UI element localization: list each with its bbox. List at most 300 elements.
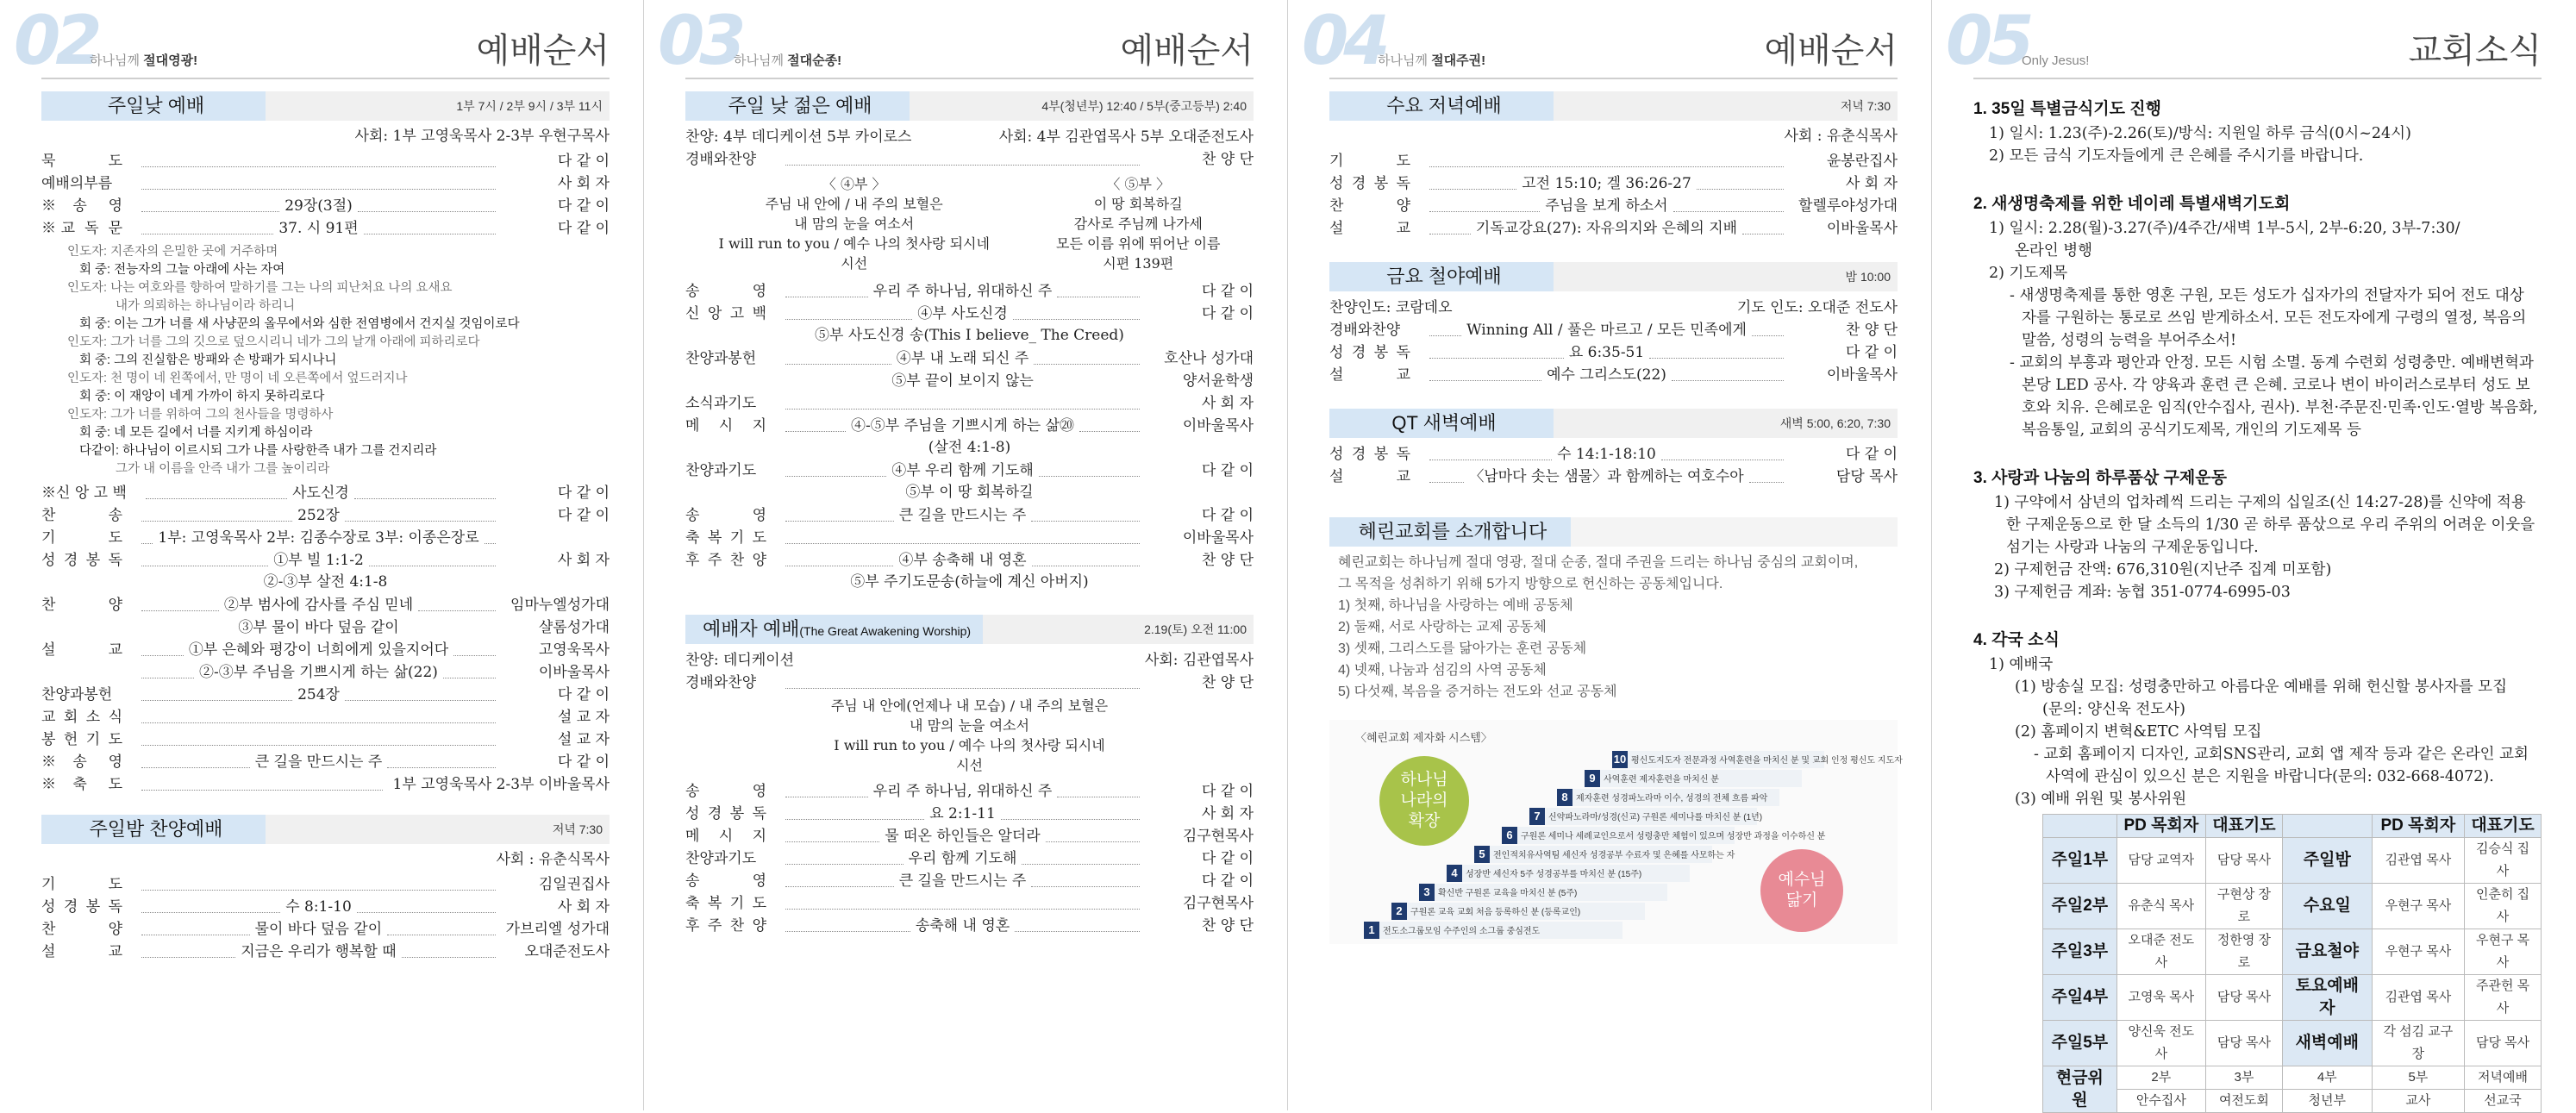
order-label: 찬 양 bbox=[1329, 197, 1410, 215]
order-label: 축 복 기 도 bbox=[685, 529, 766, 547]
text-line: - 새생명축제를 통한 영혼 구원, 모든 성도가 십자가의 전달자가 되어 전도 대상자를 구원하는 통로로 쓰임 받게하소서. 모든 전도자에게 구령의 열정, 복음의 말씀, 성령의 능력을 부어주소서! bbox=[2010, 287, 2527, 349]
leader-dots bbox=[141, 957, 235, 958]
text-line: 모든 이름 위에 뛰어난 이름 bbox=[1056, 235, 1221, 252]
leader-dots bbox=[1022, 864, 1140, 865]
service-leader: 사회: 1부 고영욱목사 2-3부 우현구목사 bbox=[354, 128, 610, 145]
leader-dots bbox=[141, 890, 496, 891]
order-content bbox=[775, 916, 1150, 937]
order-person: 다 같 이 bbox=[1201, 507, 1254, 524]
order-label: ※교 독 문 bbox=[41, 220, 122, 237]
order-person: 사 회 자 bbox=[1201, 395, 1254, 412]
text-line: 시선 bbox=[956, 757, 983, 773]
text-line: 내 맘의 눈을 여소서 bbox=[910, 717, 1029, 734]
order-label: 찬양과봉헌 bbox=[41, 686, 113, 703]
order-row bbox=[685, 892, 1254, 915]
order-content bbox=[131, 941, 506, 963]
order-content bbox=[775, 303, 1150, 325]
order-detail: 고전 15:10; 겔 36:26-27 bbox=[1522, 175, 1691, 192]
diagram-caption: 〈혜린교회 제자화 시스템〉 bbox=[1355, 731, 1492, 744]
order-detail: 37. 시 91편 bbox=[278, 220, 359, 237]
order-person: 찬 양 단 bbox=[1201, 552, 1254, 569]
order-line: ⑤부 주기도문송(하늘에 계신 아버지) bbox=[850, 573, 1089, 591]
section-time: 1부 7시 / 2부 9시 / 3부 11시 bbox=[456, 98, 603, 113]
order-label: 설 교 bbox=[1329, 220, 1410, 237]
order-content bbox=[131, 790, 393, 796]
leader-dots bbox=[1649, 358, 1784, 359]
order-person: 윤봉란집사 bbox=[1826, 153, 1898, 170]
order-person: 임마누엘성가대 bbox=[510, 597, 610, 614]
page-number: 05 bbox=[1946, 3, 2029, 80]
page-motto: Only Jesus! bbox=[2022, 53, 2090, 68]
reading-line: 인도자: 그가 너를 위하여 그의 천사들을 명령하사 bbox=[67, 408, 334, 422]
order-person: 이바울목사 bbox=[1182, 417, 1254, 435]
page-title: 예배순서 bbox=[1764, 31, 1898, 71]
leader-dots bbox=[1031, 521, 1140, 522]
table-cell: 여전도회 bbox=[2205, 1090, 2282, 1113]
order-content bbox=[775, 543, 1150, 549]
order-person: 사 회 자 bbox=[1845, 175, 1898, 192]
order-label: 후 주 찬 양 bbox=[685, 552, 766, 569]
table-cell: 3부 bbox=[2205, 1066, 2282, 1090]
leader-dots bbox=[354, 498, 496, 499]
order-person: 찬 양 단 bbox=[1201, 917, 1254, 935]
order-label: 설 교 bbox=[41, 943, 122, 960]
leader-dots bbox=[1697, 189, 1784, 190]
leader-dots bbox=[1429, 358, 1564, 359]
step-number: 3 bbox=[1419, 884, 1435, 901]
order-row bbox=[685, 549, 1254, 572]
order-row bbox=[1329, 341, 1898, 364]
order-content bbox=[131, 745, 506, 751]
discipleship-step bbox=[1474, 846, 1735, 863]
leader-dots bbox=[785, 543, 1140, 544]
order-row: ⑤부 끝이 보이지 않는 양서윤학생 bbox=[891, 372, 1254, 390]
table-cell: 우현구 목사 bbox=[2372, 929, 2464, 975]
leader-dots bbox=[141, 722, 496, 723]
order-row: ③부 물이 바다 덮음 같이 샬롬성가대 bbox=[238, 619, 610, 636]
order-content bbox=[1419, 365, 1794, 386]
order-content bbox=[1419, 466, 1794, 488]
order-row bbox=[1329, 217, 1898, 240]
order-content bbox=[131, 505, 506, 527]
table-row bbox=[2043, 838, 2542, 884]
order-person: 다 같 이 bbox=[557, 220, 610, 237]
order-content bbox=[775, 781, 1150, 803]
page-header bbox=[14, 0, 610, 80]
leader-dots bbox=[345, 700, 496, 701]
order-person: 이바울목사 bbox=[1826, 220, 1898, 237]
order-person: 다 같 이 bbox=[557, 507, 610, 524]
table-row bbox=[2043, 975, 2542, 1021]
leader-dots bbox=[1429, 335, 1461, 336]
order-label: 기 도 bbox=[41, 876, 122, 893]
order-detail: 큰 길을 만드시는 주 bbox=[254, 753, 383, 771]
order-detail: ④부 사도신경 bbox=[917, 305, 1008, 322]
order-content bbox=[135, 483, 506, 504]
order-row bbox=[685, 460, 1254, 482]
table-cell: 주일4부 bbox=[2043, 975, 2117, 1021]
order-row: ②-③부 주님을 기쁘시게 하는 삶(22) 이바울목사 bbox=[41, 661, 610, 684]
order-content bbox=[131, 166, 506, 172]
reading-line: 인도자: 그가 너를 그의 깃으로 덮으시리니 네가 그의 날개 아래에 피하리로다 bbox=[67, 335, 480, 349]
order-content bbox=[1419, 444, 1794, 466]
section-time: 새벽 5:00, 6:20, 7:30 bbox=[1779, 416, 1891, 430]
order-content bbox=[131, 218, 506, 240]
reading-line: 내가 의뢰하는 하나님이라 하리니 bbox=[116, 299, 296, 313]
section-label: 금요 철야예배 bbox=[1329, 262, 1554, 291]
praise-leader-line: 찬양: 데디케이션 사회: 김관엽목사 bbox=[685, 652, 1254, 669]
order-detail: 1부: 고영욱목사 2부: 김종수장로 3부: 이종은장로 bbox=[158, 529, 479, 547]
table-cell: 새벽예배 bbox=[2282, 1021, 2372, 1066]
order-label: 성 경 봉 독 bbox=[1329, 344, 1410, 361]
order-detail: 물 떠온 하인들은 알더라 bbox=[885, 828, 1041, 845]
leader-dots bbox=[141, 211, 279, 212]
table-cell: 안수집사 bbox=[2116, 1090, 2205, 1113]
table-cell: 주일2부 bbox=[2043, 884, 2117, 929]
page-motto: 하나님께 절대영광! bbox=[90, 53, 198, 68]
step-text: 사역훈련 제자훈련을 마치신 분 bbox=[1604, 775, 1719, 785]
christlike-circle: 예수님 닮기 bbox=[1760, 849, 1843, 932]
text-line: 주님 내 안에 / 내 주의 보혈은 bbox=[765, 196, 943, 212]
page-number: 03 bbox=[658, 3, 741, 80]
page-title: 교회소식 bbox=[2408, 31, 2542, 71]
news-item: 2) 기도제목 bbox=[1989, 265, 2068, 282]
leader-dots bbox=[1013, 319, 1140, 320]
order-label: 후 주 찬 양 bbox=[685, 917, 766, 935]
order-person: 호산나 성가대 bbox=[1164, 350, 1254, 367]
table-header-cell: PD 목회자 bbox=[2372, 815, 2464, 838]
order-row bbox=[41, 896, 610, 918]
order-person: 이바울목사 bbox=[1826, 366, 1898, 384]
discipleship-step bbox=[1419, 884, 1667, 901]
order-row bbox=[41, 504, 610, 527]
table-cell: 우현구 목사 bbox=[2465, 929, 2542, 975]
reading-line: 인도자: 지존자의 은밀한 곳에 거주하며 bbox=[67, 245, 278, 259]
step-number: 2 bbox=[1391, 903, 1407, 920]
table-cell: 우현구 목사 bbox=[2372, 884, 2464, 929]
page-motto: 하나님께 절대주권! bbox=[1378, 53, 1486, 68]
order-person: 김일권집사 bbox=[538, 876, 610, 893]
order-label: 찬양과봉헌 bbox=[685, 350, 757, 367]
table-cell: 수요일 bbox=[2282, 884, 2372, 929]
order-content bbox=[131, 919, 506, 941]
page-number: 04 bbox=[1302, 3, 1385, 80]
page-title: 예배순서 bbox=[476, 31, 610, 71]
order-person: 할렐루야성가대 bbox=[1798, 197, 1898, 215]
kingdom-circle: 하나님 나라의 확장 bbox=[1379, 756, 1469, 846]
table-row bbox=[2043, 1021, 2542, 1066]
reading-line: 회 중: 이 재앙이 네게 가까이 하지 못하리로다 bbox=[79, 390, 325, 403]
order-list bbox=[41, 482, 610, 572]
order-detail: 요 6:35-51 bbox=[1568, 344, 1645, 361]
order-person: 오대준전도사 bbox=[524, 943, 610, 960]
order-row bbox=[41, 195, 610, 217]
table-cell: 정한영 장로 bbox=[2205, 929, 2282, 975]
text-line: 〈 ⑤부 〉 bbox=[1106, 176, 1171, 192]
order-detail: 큰 길을 만드시는 주 bbox=[898, 872, 1027, 890]
news-heading: 4. 각국 소식 bbox=[1973, 631, 2060, 649]
order-label: 소식과기도 bbox=[685, 395, 757, 412]
table-header-cell: 대표기도 bbox=[2465, 815, 2542, 838]
news-heading: 3. 사랑과 나눔의 하루품삯 구제운동 bbox=[1973, 469, 2227, 487]
order-person: 다 같 이 bbox=[557, 153, 610, 170]
leader-dots bbox=[1429, 189, 1516, 190]
step-text: 신약파노라마/성경(신교) 구원론 세미나를 마치신 분 (1년) bbox=[1548, 813, 1763, 822]
leader-dots bbox=[141, 655, 184, 656]
order-row bbox=[41, 639, 610, 661]
table-cell: 담당 목사 bbox=[2205, 1021, 2282, 1066]
song-list bbox=[831, 696, 1108, 775]
order-person: 다 같 이 bbox=[557, 686, 610, 703]
step-text: 전인적치유사역팀 세신자 성경공부 수료자 및 은혜를 사모하는 자 bbox=[1493, 851, 1735, 860]
discipleship-step bbox=[1391, 903, 1645, 920]
leader-dots bbox=[785, 909, 1140, 910]
table-cell: 주일5부 bbox=[2043, 1021, 2117, 1066]
step-text: 구원론 교육 교회 처음 등록하신 분 (등록교인) bbox=[1410, 908, 1581, 917]
leader-dots bbox=[141, 166, 496, 167]
service-leader: 사회 : 유춘식목사 bbox=[1784, 128, 1898, 145]
page-worship-order-weekday bbox=[1288, 0, 1932, 1110]
text-line: 5) 다섯째, 복음을 증거하는 전도와 선교 공동체 bbox=[1338, 685, 1617, 699]
leader-dots bbox=[1079, 431, 1140, 432]
order-content bbox=[775, 803, 1150, 825]
leader-dots bbox=[1749, 482, 1784, 483]
order-detail: ①부 빌 1:1-2 bbox=[273, 552, 364, 569]
order-row bbox=[685, 825, 1254, 847]
order-label: 설 교 bbox=[41, 641, 122, 659]
order-line: (살전 4:1-8) bbox=[928, 439, 1011, 456]
step-text: 전도소그룹모임 수주인의 소그룹 중심전도 bbox=[1383, 927, 1541, 936]
leader-dots bbox=[785, 476, 886, 477]
order-detail: 사도신경 bbox=[292, 485, 349, 502]
news-body bbox=[1973, 98, 2542, 1113]
text-line: 3) 셋째, 그리스도를 닮아가는 훈련 공동체 bbox=[1338, 641, 1587, 656]
order-content bbox=[1419, 166, 1794, 172]
leader-dots bbox=[141, 745, 496, 746]
order-row bbox=[41, 549, 610, 572]
order-label: 봉 헌 기 도 bbox=[41, 731, 122, 748]
order-row bbox=[1329, 195, 1898, 217]
order-content bbox=[775, 281, 1150, 303]
section-time: 2.19(토) 오전 11:00 bbox=[1144, 622, 1247, 636]
text-line: 2) 모든 금식 기도자들에게 큰 은혜를 주시기를 바랍니다. bbox=[1989, 147, 2364, 165]
leader-dots bbox=[141, 767, 250, 768]
page-motto: 하나님께 절대순종! bbox=[734, 53, 842, 68]
section-time: 저녁 7:30 bbox=[552, 822, 603, 836]
order-label: 찬양과기도 bbox=[685, 462, 757, 479]
table-cell: 주관헌 목사 bbox=[2465, 975, 2542, 1021]
section-sunday-service bbox=[41, 91, 610, 121]
discipleship-step bbox=[1557, 789, 1779, 806]
leader-dots bbox=[141, 912, 280, 913]
leader-dots bbox=[402, 957, 496, 958]
order-detail: 물이 바다 덮음 같이 bbox=[254, 921, 383, 938]
order-content bbox=[775, 348, 1150, 370]
leader-dots bbox=[785, 819, 924, 820]
order-detail: ④부 우리 함께 기도해 bbox=[891, 462, 1034, 479]
news-item: 온라인 병행 bbox=[2015, 242, 2093, 259]
order-row bbox=[1329, 319, 1898, 341]
leader-dots bbox=[785, 864, 903, 865]
praise-leader-line: 찬양인도: 코람데오 기도 인도: 오대준 전도사 bbox=[1329, 299, 1898, 316]
order-row bbox=[41, 150, 610, 172]
order-content bbox=[775, 871, 1150, 892]
order-label: 찬양과기도 bbox=[685, 850, 757, 867]
leader-dots bbox=[785, 409, 1140, 410]
order-row bbox=[685, 347, 1254, 370]
order-detail: 254장 bbox=[297, 686, 340, 703]
order-line: ②-③부 살전 4:1-8 bbox=[263, 573, 388, 591]
leader-dots bbox=[358, 211, 496, 212]
order-row bbox=[41, 728, 610, 751]
leader-dots bbox=[141, 521, 292, 522]
order-person: 1부 고영욱목사 2-3부 이바울목사 bbox=[392, 776, 610, 793]
order-content bbox=[131, 640, 506, 661]
text-line: 2) 구제헌금 잔액: 676,310원(지난주 집계 미포함) bbox=[1994, 561, 2332, 578]
step-number: 6 bbox=[1502, 827, 1517, 844]
news-items bbox=[1973, 491, 2542, 603]
text-line: 2) 둘째, 서로 사랑하는 교제 공동체 bbox=[1338, 620, 1547, 635]
discipleship-step bbox=[1364, 922, 1623, 939]
order-person: 다 같 이 bbox=[557, 197, 610, 215]
order-row bbox=[41, 482, 610, 504]
order-row bbox=[1329, 466, 1898, 488]
order-list bbox=[41, 639, 610, 661]
order-list bbox=[41, 594, 610, 616]
order-label: 찬 송 bbox=[41, 507, 122, 524]
section-qt-dawn bbox=[1329, 409, 1898, 438]
discipleship-step bbox=[1612, 751, 1903, 768]
table-cell: 주일1부 bbox=[2043, 838, 2117, 884]
page-church-news bbox=[1932, 0, 2576, 1110]
step-number: 5 bbox=[1474, 846, 1490, 863]
order-label: 설 교 bbox=[1329, 366, 1410, 384]
text-line: 그 목적을 성취하기 위해 5가지 방향으로 헌신하는 공동체입니다. bbox=[1338, 577, 1723, 591]
order-person: 다 같 이 bbox=[1201, 283, 1254, 300]
text-line: I will run to you / 예수 나의 첫사랑 되시네 bbox=[834, 737, 1105, 753]
order-list bbox=[41, 684, 610, 796]
table-cell: 주일3부 bbox=[2043, 929, 2117, 975]
order-person: 다 같 이 bbox=[1201, 305, 1254, 322]
text-line: 혜린교회는 하나님께 절대 영광, 절대 순종, 절대 주권을 드리는 하나님 중심의 교회이며, bbox=[1338, 555, 1859, 570]
table-cell: 주일밤 bbox=[2282, 838, 2372, 884]
order-list bbox=[41, 873, 610, 963]
order-label: ※송 영 bbox=[41, 753, 122, 771]
leader-dots bbox=[485, 543, 496, 544]
step-number: 8 bbox=[1557, 789, 1572, 806]
order-label: 예배의부름 bbox=[41, 175, 113, 192]
order-detail: 수 14:1-18:10 bbox=[1557, 446, 1656, 463]
responsive-reading bbox=[41, 243, 610, 478]
table-cell: 담당 목사 bbox=[2205, 838, 2282, 884]
order-person: 다 같 이 bbox=[1201, 462, 1254, 479]
section-time: 4부(청년부) 12:40 / 5부(중고등부) 2:40 bbox=[1041, 98, 1247, 113]
reading-line: 인도자: 천 명이 네 왼쪽에서, 만 명이 네 오른쪽에서 엎드러지나 bbox=[67, 372, 408, 385]
table-header-cell: 대표기도 bbox=[2205, 815, 2282, 838]
news-item: (1) 방송실 모집: 성령충만하고 아름다운 예배를 위해 헌신할 봉사자를 모집 bbox=[2015, 678, 2507, 696]
leader-dots bbox=[453, 655, 496, 656]
table-cell: 고영욱 목사 bbox=[2116, 975, 2205, 1021]
leader-dots bbox=[1673, 211, 1784, 212]
order-row bbox=[41, 751, 610, 773]
order-label: 메 시 지 bbox=[685, 828, 766, 845]
order-person: 설 교 자 bbox=[557, 709, 610, 726]
order-content bbox=[131, 685, 506, 706]
service-leader: 사회 : 유춘식목사 bbox=[496, 851, 610, 868]
section-label: 주일밤 찬양예배 bbox=[41, 815, 266, 844]
order-person: 김구현목사 bbox=[1182, 895, 1254, 912]
order-detail: 수 8:1-10 bbox=[285, 898, 352, 916]
leader-dots bbox=[1015, 931, 1140, 932]
table-header-cell bbox=[2043, 815, 2117, 838]
discipleship-step bbox=[1502, 827, 1826, 844]
table-cell: 김승식 집사 bbox=[2465, 838, 2542, 884]
order-label: 송 영 bbox=[685, 783, 766, 800]
news-items bbox=[1973, 285, 2542, 441]
order-content bbox=[775, 909, 1150, 915]
order-label: 신 앙 고 백 bbox=[685, 305, 766, 322]
news-heading: 2. 새생명축제를 위한 네이레 특별새벽기도회 bbox=[1973, 195, 2291, 213]
order-row bbox=[41, 527, 610, 549]
order-detail: 우리 주 하나님, 위대하신 주 bbox=[872, 283, 1053, 300]
text-line: 4) 넷째, 나눔과 섬김의 사역 공동체 bbox=[1338, 663, 1547, 678]
page-number: 02 bbox=[14, 3, 97, 80]
order-label: 성 경 봉 독 bbox=[1329, 175, 1410, 192]
order-label: 송 영 bbox=[685, 283, 766, 300]
page-header bbox=[658, 0, 1254, 80]
reading-line: 다같이: 하나님이 이르시되 그가 나를 사랑한즉 내가 그를 건지리라 bbox=[79, 444, 437, 458]
order-row bbox=[1329, 150, 1898, 172]
order-detail: ②부 범사에 감사를 주심 믿네 bbox=[223, 597, 414, 614]
order-row bbox=[41, 217, 610, 240]
order-row bbox=[685, 870, 1254, 892]
order-label: 성 경 봉 독 bbox=[1329, 446, 1410, 463]
discipleship-step bbox=[1529, 808, 1763, 825]
table-cell: 담당 교역자 bbox=[2116, 838, 2205, 884]
order-row bbox=[685, 392, 1254, 415]
order-row bbox=[41, 873, 610, 896]
song-list-4 bbox=[719, 174, 990, 273]
table-cell: 교사 bbox=[2372, 1090, 2464, 1113]
order-label: 성 경 봉 독 bbox=[41, 898, 122, 916]
table-row bbox=[2043, 1090, 2542, 1113]
order-row bbox=[41, 941, 610, 963]
order-list bbox=[685, 392, 1254, 437]
step-text: 평신도지도자 전문과정 사역훈련을 마치신 분 및 교회 인정 평신도 지도자 bbox=[1631, 756, 1903, 766]
leader-dots bbox=[1046, 841, 1140, 842]
order-content bbox=[131, 189, 506, 195]
news-items bbox=[1973, 122, 2542, 167]
order-row bbox=[685, 303, 1254, 325]
order-row bbox=[41, 706, 610, 728]
order-detail: 우리 주 하나님, 위대하신 주 bbox=[872, 783, 1053, 800]
order-detail: 큰 길을 만드시는 주 bbox=[898, 507, 1027, 524]
table-cell: 오대준 전도사 bbox=[2116, 929, 2205, 975]
table-cell: 4부 bbox=[2282, 1066, 2372, 1090]
order-detail: Winning All / 풀은 마르고 / 모든 민족에게 bbox=[1466, 322, 1747, 339]
reading-line: 인도자: 나는 여호와를 향하여 말하기를 그는 나의 피난처요 나의 요새요 bbox=[67, 281, 453, 295]
order-row bbox=[685, 780, 1254, 803]
text-line: I will run to you / 예수 나의 첫사랑 되시네 bbox=[718, 235, 990, 252]
leader-dots bbox=[141, 543, 153, 544]
order-row bbox=[685, 527, 1254, 549]
order-person: 다 같 이 bbox=[1845, 344, 1898, 361]
order-person: 사 회 자 bbox=[557, 898, 610, 916]
leader-dots bbox=[146, 498, 287, 499]
order-label: 찬 양 bbox=[41, 921, 122, 938]
text-line: 1) 구약에서 삼년의 업차례씩 드리는 구제의 십일조(신 14:27-28)를 신약에 적용한 구제운동으로 한 달 소득의 1/30 곧 하루 품삯으로 우리 주위의 어려운 이웃을 섬기는 사랑과 나눔의 구제운동입니다. bbox=[1994, 494, 2535, 556]
order-detail: 기독교강요(27): 자유의지와 은혜의 지배 bbox=[1475, 220, 1738, 237]
